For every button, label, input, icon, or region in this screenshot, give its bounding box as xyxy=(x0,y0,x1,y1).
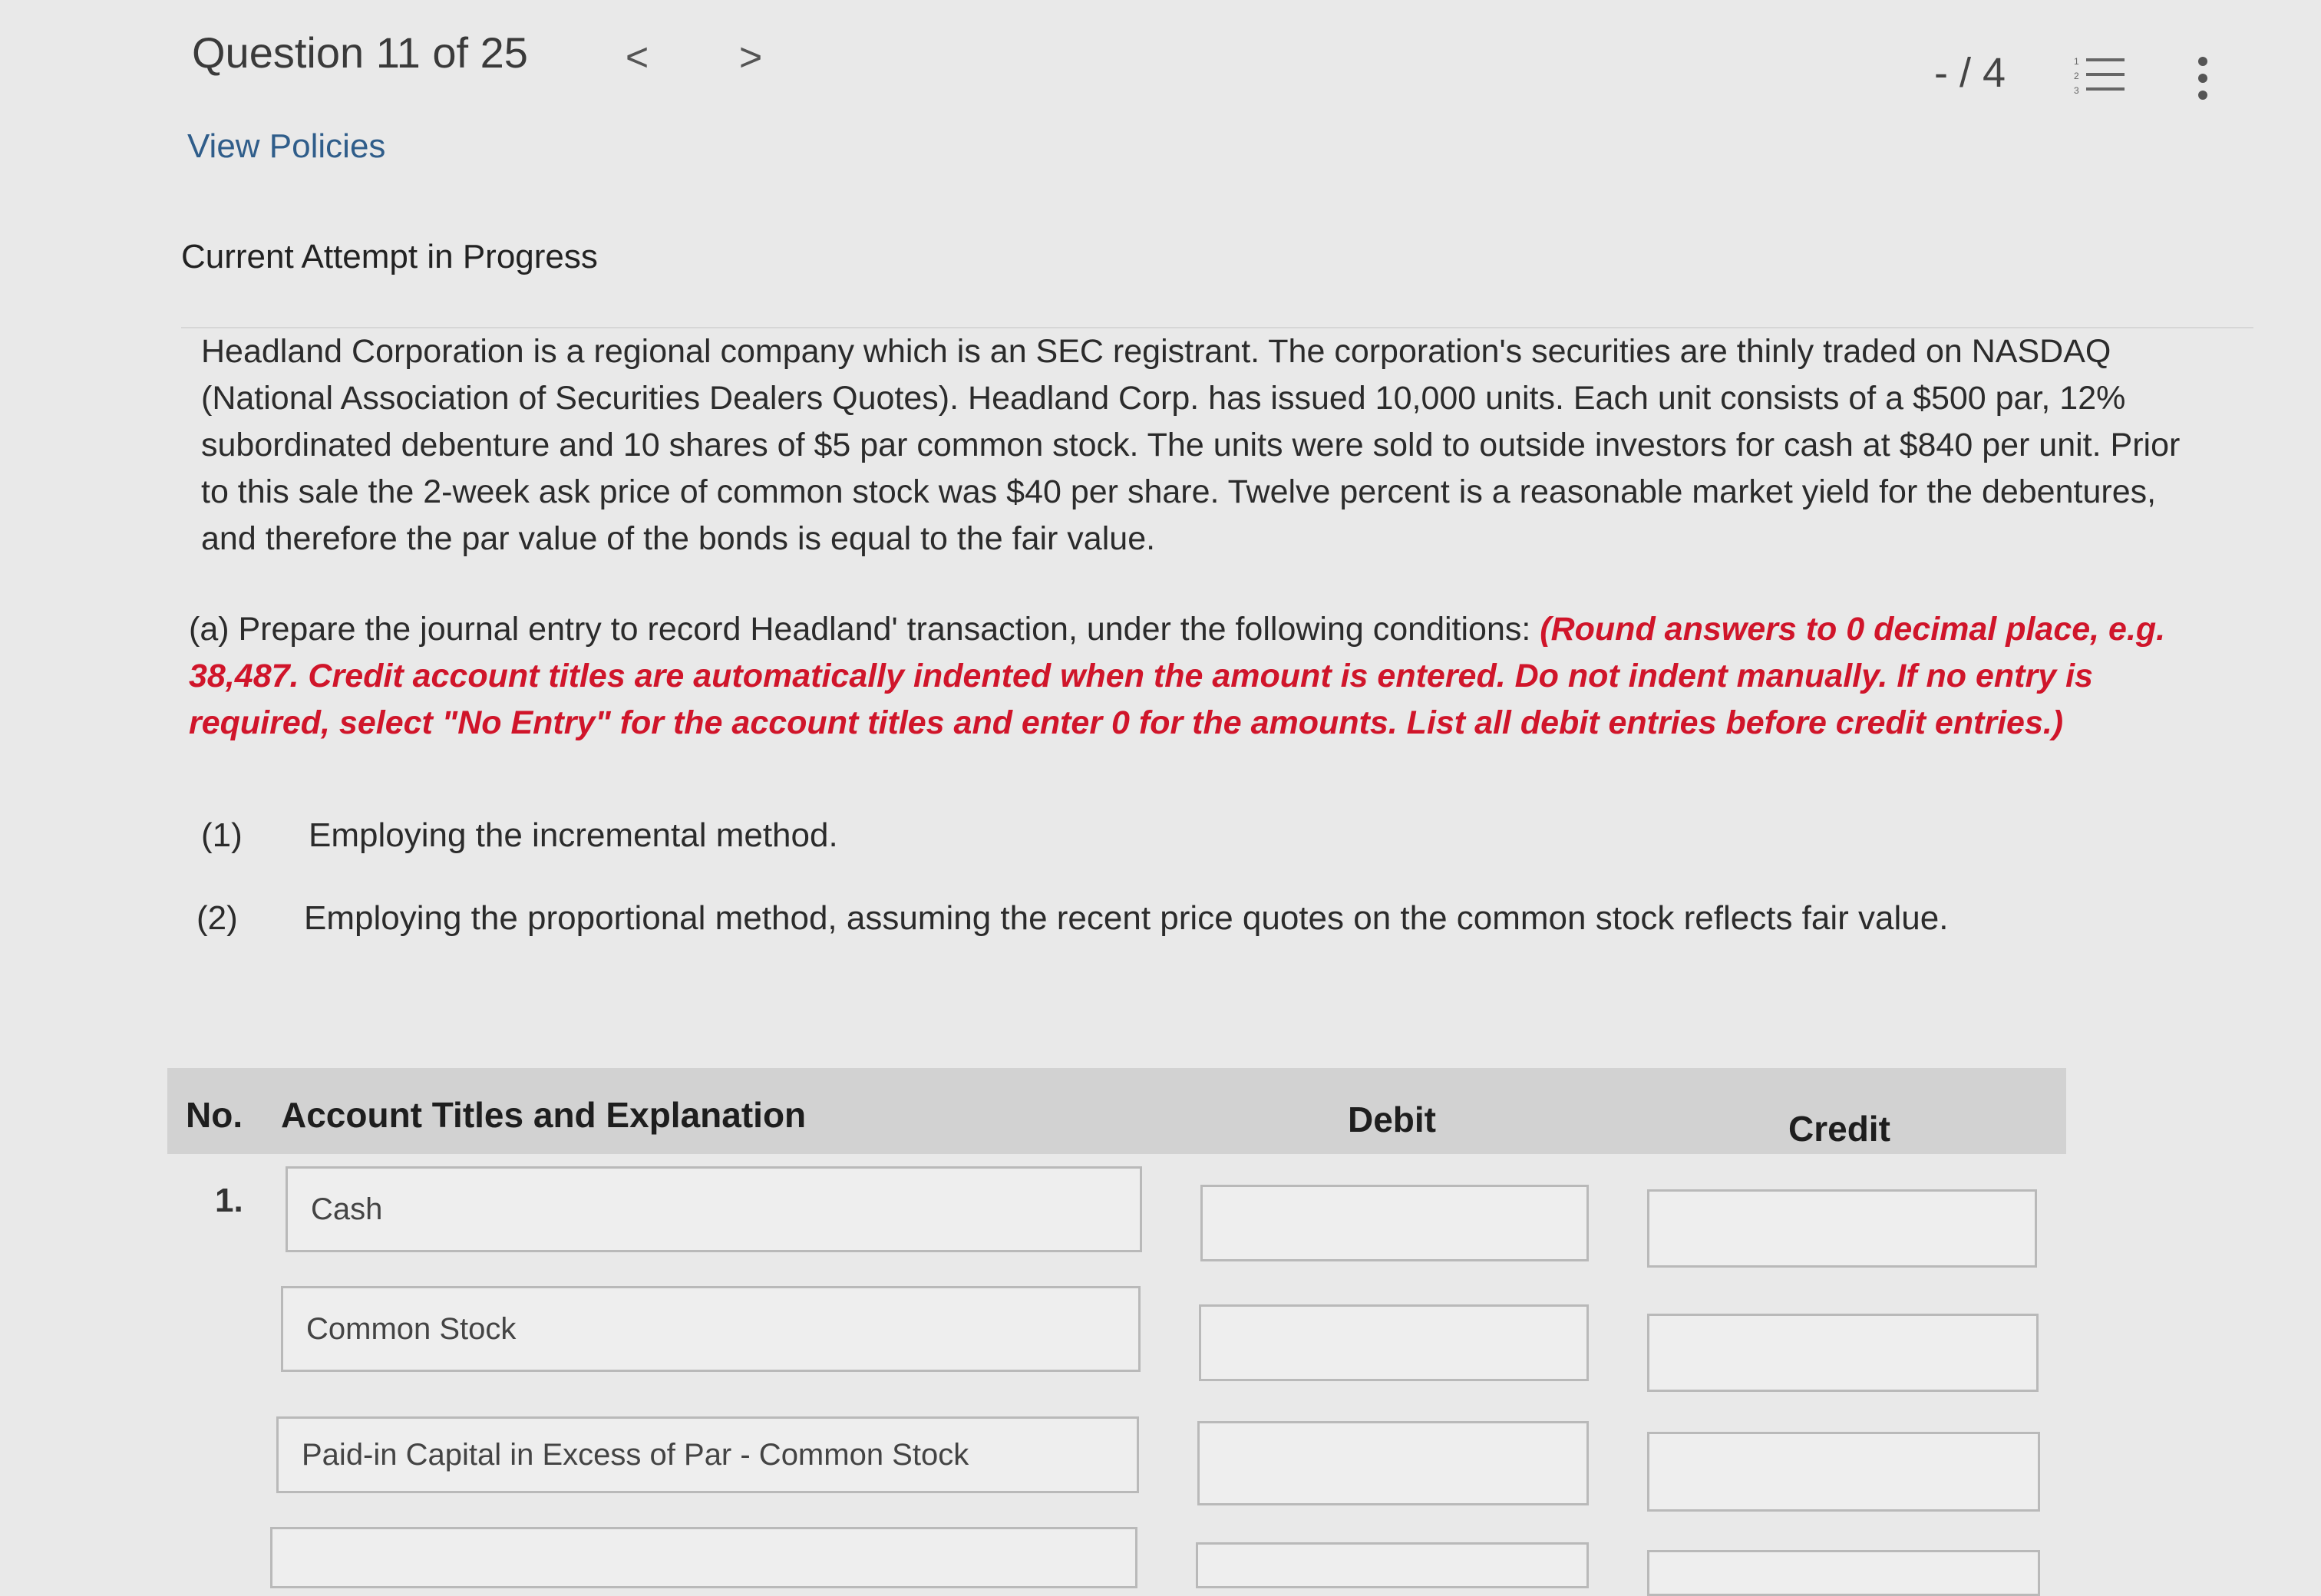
header-no: No. xyxy=(186,1095,243,1135)
condition-2 xyxy=(196,899,1948,938)
next-question-button[interactable] xyxy=(728,31,774,84)
debit-field[interactable] xyxy=(1200,1185,1589,1261)
condition-text: Employing the incremental method. xyxy=(309,816,838,854)
account-title-field[interactable]: Common Stock xyxy=(281,1286,1141,1372)
svg-text:2: 2 xyxy=(2074,71,2079,81)
journal-table-header xyxy=(167,1068,2066,1154)
condition-1 xyxy=(201,816,838,855)
condition-text: Employing the proportional method, assuming the recent price quotes on the common stock reflects fair value. xyxy=(304,899,1949,937)
part-a-instructions: (Round answers to 0 decimal place, e.g. 38,487. Credit account titles are automatically indented when the amount is entered. Do not indent manually. If no entry is required, select "No Entry" for the account titles and enter 0 for the amounts. List all debit entries before credit entries.) xyxy=(189,611,2166,741)
problem-statement: Headland Corporation is a regional company which is an SEC registrant. The corporation's securities are thinly traded on NASDAQ (National Association of Securities Dealers Quotes). Headland Corp. has issued 10,000 units. Each unit consists of a $500 par, 12% subordinated debenture and 10 shares of $5 par common stock. The units were sold to outside investors for cash at $840 per unit. Prior to this sale the 2-week ask price of common stock was $40 per share. Twelve percent is a reasonable market yield for the debentures, and therefore the par value of the bonds is equal to the fair value. xyxy=(201,333,2181,557)
header-credit: Credit xyxy=(1788,1109,1890,1149)
credit-field[interactable] xyxy=(1647,1432,2040,1512)
question-counter: Question 11 of 25 xyxy=(192,28,528,77)
header-account-titles: Account Titles and Explanation xyxy=(281,1095,807,1135)
part-a-prompt xyxy=(189,606,2230,747)
credit-field[interactable] xyxy=(1647,1314,2039,1392)
credit-field[interactable] xyxy=(1647,1189,2037,1268)
account-title-field[interactable]: Paid-in Capital in Excess of Par - Common Stock xyxy=(276,1416,1139,1493)
part-a-text: (a) Prepare the journal entry to record Headland' transaction, under the following conditions: xyxy=(189,611,1540,648)
credit-field[interactable] xyxy=(1647,1550,2040,1596)
account-title-field[interactable] xyxy=(270,1527,1137,1588)
svg-text:1: 1 xyxy=(2074,56,2079,67)
numbered-list-icon[interactable] xyxy=(2072,54,2126,97)
question-score: - / 4 xyxy=(1934,50,2006,96)
condition-number: (2) xyxy=(196,899,238,937)
attempt-status: Current Attempt in Progress xyxy=(181,238,598,275)
question-header xyxy=(0,0,2321,146)
debit-field[interactable] xyxy=(1197,1421,1589,1505)
view-policies-link[interactable]: View Policies xyxy=(187,127,386,165)
more-vertical-icon[interactable] xyxy=(2187,54,2218,103)
entry-number: 1. xyxy=(215,1182,243,1219)
svg-text:3: 3 xyxy=(2074,85,2079,96)
chevron-right-icon: > xyxy=(738,35,763,80)
account-title-field[interactable]: Cash xyxy=(286,1166,1142,1252)
condition-number: (1) xyxy=(201,816,243,854)
debit-field[interactable] xyxy=(1199,1304,1589,1381)
header-debit: Debit xyxy=(1348,1100,1436,1139)
debit-field[interactable] xyxy=(1196,1542,1589,1588)
previous-question-button[interactable] xyxy=(614,31,660,84)
chevron-left-icon: < xyxy=(625,35,649,80)
